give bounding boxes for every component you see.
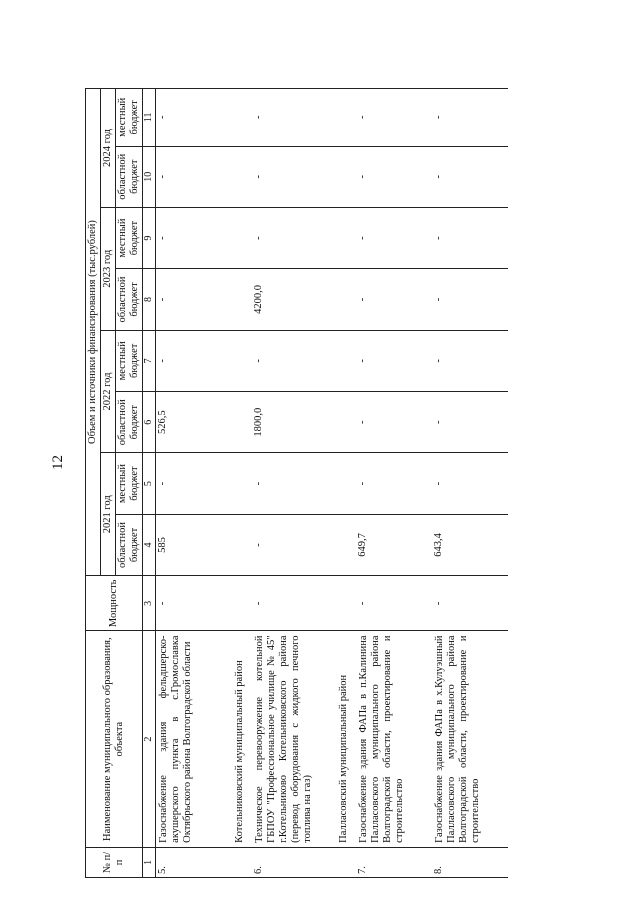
header-local: местный бюджет: [116, 453, 143, 514]
object-name: Газоснабжение здания фельдшерско-акушерского пункта в с.Громославка Октябрьского района Волгоградской области: [155, 631, 232, 847]
value-cell: -: [432, 89, 508, 147]
column-index: 8: [143, 269, 156, 330]
value-cell: -: [356, 146, 432, 207]
value-cell: 526,5: [155, 392, 232, 453]
value-cell: -: [356, 207, 432, 268]
financing-table: [85, 88, 508, 878]
value-cell: 585: [155, 514, 232, 575]
value-cell: -: [432, 207, 508, 268]
group-title: Палласовский муниципальный район: [336, 631, 356, 847]
value-cell: -: [252, 207, 336, 268]
value-cell: -: [356, 269, 432, 330]
header-capacity: Мощность: [86, 576, 143, 631]
value-cell: -: [252, 89, 336, 147]
header-regional: областной бюджет: [116, 392, 143, 453]
value-cell: -: [356, 330, 432, 391]
capacity-cell: -: [356, 576, 432, 631]
value-cell: -: [155, 146, 232, 207]
value-cell: -: [432, 330, 508, 391]
value-cell: 643,4: [432, 514, 508, 575]
header-year: 2023 год: [101, 207, 116, 330]
column-index: 4: [143, 514, 156, 575]
value-cell: 1800,0: [252, 392, 336, 453]
value-cell: -: [155, 330, 232, 391]
column-index: 7: [143, 330, 156, 391]
value-cell: -: [155, 269, 232, 330]
header-num: № п/п: [86, 847, 143, 877]
value-cell: -: [432, 392, 508, 453]
header-local: местный бюджет: [116, 207, 143, 268]
column-index: 1: [143, 847, 156, 877]
value-cell: -: [252, 453, 336, 514]
value-cell: -: [252, 146, 336, 207]
table-row: [356, 89, 432, 878]
group-row: [232, 89, 252, 878]
object-name: Техническое перевооружение котельной ГБПОУ "Профессиональное училище № 45" г.Котельниково Котельниковского района (перевод оборудования с жидкого печного топлива на газ): [252, 631, 336, 847]
value-cell: 649,7: [356, 514, 432, 575]
column-index: 10: [143, 146, 156, 207]
group-row: [336, 89, 356, 878]
capacity-cell: -: [252, 576, 336, 631]
capacity-cell: -: [155, 576, 232, 631]
object-name: Газоснабжение здания ФАПа в х.Кулуэшный Палласовского муниципального района Волгоградской области, проектирование и строительство: [432, 631, 508, 847]
value-cell: -: [432, 146, 508, 207]
value-cell: -: [155, 453, 232, 514]
column-index: 5: [143, 453, 156, 514]
header-regional: областной бюджет: [116, 146, 143, 207]
row-number: 6.: [252, 847, 336, 877]
value-cell: -: [155, 207, 232, 268]
column-index: 6: [143, 392, 156, 453]
value-cell: -: [432, 453, 508, 514]
value-cell: -: [432, 269, 508, 330]
object-name: Газоснабжение здания ФАПа в п.Калинина Палласовского муниципального района Волгоградской области, проектирование и строительство: [356, 631, 432, 847]
value-cell: -: [252, 330, 336, 391]
value-cell: -: [155, 89, 232, 147]
value-cell: -: [356, 453, 432, 514]
header-year: 2024 год: [101, 89, 116, 208]
column-index: 3: [143, 576, 156, 631]
header-local: местный бюджет: [116, 89, 143, 147]
value-cell: -: [252, 514, 336, 575]
header-regional: областной бюджет: [116, 514, 143, 575]
header-financing: Объем и источники финансирования (тыс.рублей): [86, 89, 101, 576]
column-index-row: [143, 89, 156, 878]
value-cell: -: [356, 89, 432, 147]
value-cell: 4200,0: [252, 269, 336, 330]
rotated-table-container: [85, 88, 640, 878]
header-regional: областной бюджет: [116, 269, 143, 330]
column-index: 9: [143, 207, 156, 268]
table-row: [432, 89, 508, 878]
capacity-cell: -: [432, 576, 508, 631]
row-number: 5.: [155, 847, 232, 877]
table-row: [252, 89, 336, 878]
header-year: 2021 год: [101, 453, 116, 576]
group-title: Котельниковский муниципальный район: [232, 631, 252, 847]
value-cell: -: [356, 392, 432, 453]
page-number: 12: [50, 455, 66, 470]
header-name: Наименование муниципального образования, объекта: [86, 631, 143, 847]
table-row: [155, 89, 232, 878]
row-number: 8.: [432, 847, 508, 877]
header-local: местный бюджет: [116, 330, 143, 391]
row-number: 7.: [356, 847, 432, 877]
header-year: 2022 год: [101, 330, 116, 453]
column-index: 2: [143, 631, 156, 847]
column-index: 11: [143, 89, 156, 147]
